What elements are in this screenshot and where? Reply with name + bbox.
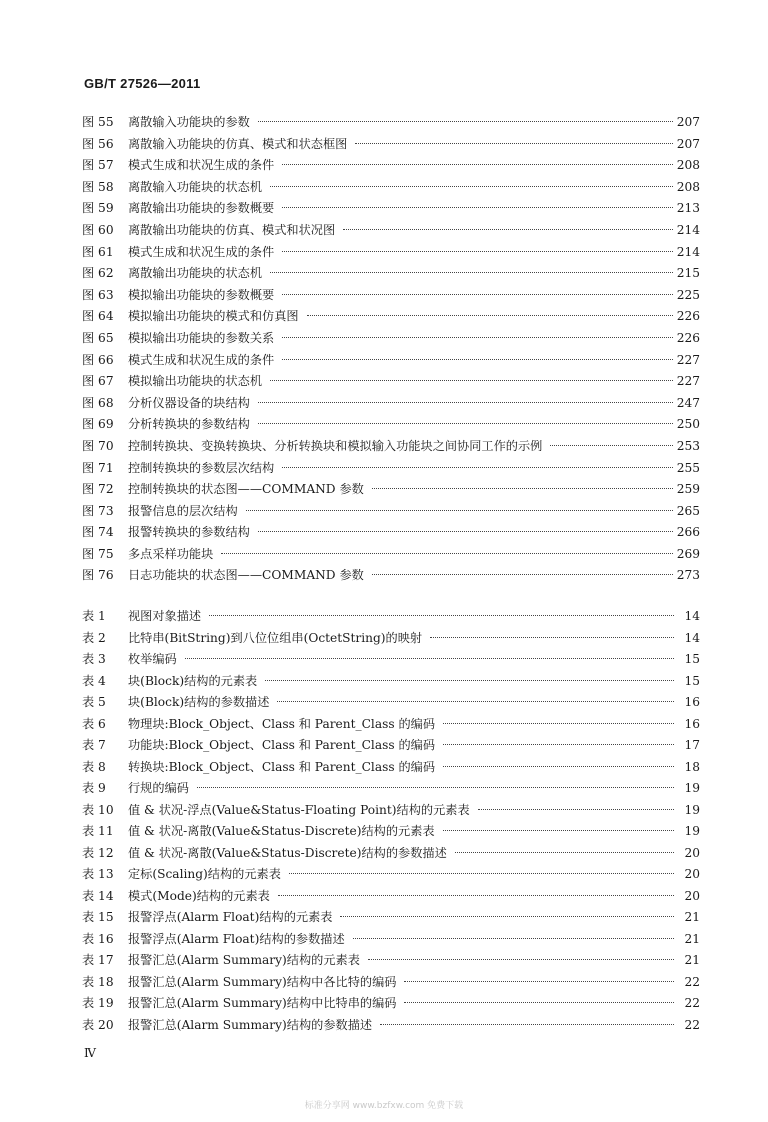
entry-page-number: 213 [676, 201, 700, 216]
figure-entry[interactable] [82, 177, 700, 199]
entry-page-number: 22 [684, 1017, 700, 1032]
entry-page-number: 16 [684, 716, 700, 731]
dot-leader [455, 852, 674, 853]
entry-label: 表 5 [82, 695, 106, 709]
entry-title: 模拟输出功能块的参数概要 [128, 287, 275, 302]
entry-page-number: 18 [684, 759, 700, 774]
entry-label: 表 15 [82, 910, 114, 924]
entry-label: 图 74 [82, 525, 114, 540]
entry-label: 图 63 [82, 287, 114, 302]
dot-leader [550, 445, 672, 446]
entry-page-number: 255 [676, 460, 700, 475]
entry-page-number: 225 [676, 287, 700, 302]
entry-title: 值 & 状况-浮点(Value&Status-Floating Point)结构的元素表 [128, 802, 470, 817]
entry-page-number: 19 [684, 802, 700, 817]
table-entry[interactable] [82, 821, 700, 843]
entry-title: 控制转换块的参数层次结构 [128, 460, 275, 475]
dot-leader [270, 380, 673, 381]
entry-page-number: 20 [684, 845, 700, 860]
dot-leader [246, 510, 673, 511]
table-entry[interactable] [82, 778, 700, 800]
entry-title: 报警信息的层次结构 [128, 503, 238, 518]
entry-title: 离散输入功能块的状态机 [128, 179, 263, 194]
list-of-figures [82, 112, 700, 587]
entry-title: 报警汇总(Alarm Summary)结构中各比特的编码 [128, 974, 397, 989]
figure-entry[interactable] [82, 350, 700, 372]
entry-title: 枚举编码 [128, 652, 177, 666]
entry-label: 图 72 [82, 482, 114, 497]
dot-leader [270, 272, 673, 273]
figure-entry[interactable] [82, 285, 700, 307]
entry-label: 表 7 [82, 738, 106, 752]
entry-title: 报警浮点(Alarm Float)结构的元素表 [128, 910, 333, 924]
entry-label: 图 55 [82, 115, 114, 129]
entry-title: 离散输入功能块的仿真、模式和状态框图 [128, 136, 348, 151]
entry-page-number: 21 [684, 953, 700, 967]
entry-label: 表 11 [82, 824, 114, 838]
entry-page-number: 269 [676, 546, 700, 561]
entry-label: 表 20 [82, 1017, 114, 1032]
entry-label: 图 68 [82, 395, 114, 410]
entry-page-number: 15 [684, 673, 700, 688]
entry-page-number: 247 [676, 395, 700, 410]
dot-leader [282, 294, 672, 295]
figure-entry[interactable] [82, 371, 700, 393]
entry-title: 块(Block)结构的参数描述 [128, 695, 270, 709]
watermark-text: 标准分享网 www.bzfxw.com 免费下载 [304, 1101, 464, 1111]
figure-entry[interactable] [82, 306, 700, 328]
dot-leader [270, 186, 673, 187]
table-entry[interactable] [82, 993, 700, 1015]
entry-page-number: 250 [676, 417, 700, 432]
entry-title: 分析仪器设备的块结构 [128, 395, 250, 410]
figure-entry[interactable] [82, 522, 700, 544]
table-entry[interactable] [82, 864, 700, 886]
table-entry[interactable] [82, 714, 700, 736]
dot-leader [258, 531, 673, 532]
entry-title: 定标(Scaling)结构的元素表 [128, 867, 281, 881]
entry-label: 图 61 [82, 244, 114, 259]
table-entry[interactable] [82, 972, 700, 994]
entry-title: 离散输出功能块的仿真、模式和状况图 [128, 222, 336, 237]
figure-entry[interactable] [82, 112, 700, 134]
entry-page-number: 15 [684, 652, 700, 666]
entry-page-number: 226 [676, 330, 700, 345]
entry-title: 值 & 状况-离散(Value&Status-Discrete)结构的元素表 [128, 824, 435, 838]
table-entry[interactable] [82, 907, 700, 929]
entry-page-number: 14 [684, 609, 700, 623]
table-entry[interactable] [82, 692, 700, 714]
entry-title: 报警转换块的参数结构 [128, 525, 250, 540]
figure-entry[interactable] [82, 479, 700, 501]
entry-title: 控制转换块、变换转换块、分析转换块和模拟输入功能块之间协同工作的示例 [128, 438, 543, 453]
entry-page-number: 208 [676, 158, 700, 173]
entry-label: 图 57 [82, 158, 114, 173]
entry-page-number: 253 [676, 438, 700, 453]
dot-leader [258, 121, 673, 122]
figure-entry[interactable] [82, 414, 700, 436]
dot-leader [478, 809, 674, 810]
table-entry[interactable] [82, 886, 700, 908]
figure-entry[interactable] [82, 544, 700, 566]
entry-page-number: 214 [676, 222, 700, 237]
entry-label: 表 13 [82, 867, 114, 881]
entry-title: 功能块:Block_Object、Class 和 Parent_Class 的编码 [128, 738, 436, 752]
figure-entry[interactable] [82, 393, 700, 415]
entry-page-number: 226 [676, 309, 700, 324]
entry-title: 物理块:Block_Object、Class 和 Parent_Class 的编码 [128, 716, 436, 731]
entry-page-number: 259 [676, 482, 700, 497]
entry-page-number: 207 [676, 115, 700, 129]
dot-leader [443, 830, 674, 831]
entry-page-number: 208 [676, 179, 700, 194]
figure-entry[interactable] [82, 220, 700, 242]
entry-page-number: 21 [684, 910, 700, 924]
entry-title: 转换块:Block_Object、Class 和 Parent_Class 的编码 [128, 759, 436, 774]
entry-label: 图 66 [82, 352, 114, 367]
entry-label: 表 6 [82, 716, 106, 731]
entry-title: 离散输出功能块的参数概要 [128, 201, 275, 216]
entry-label: 表 10 [82, 802, 114, 817]
table-entry[interactable] [82, 628, 700, 650]
figure-entry[interactable] [82, 242, 700, 264]
entry-label: 表 9 [82, 781, 106, 795]
figure-entry[interactable] [82, 155, 700, 177]
dot-leader [185, 658, 674, 659]
entry-page-number: 20 [684, 867, 700, 881]
entry-label: 图 60 [82, 222, 114, 237]
dot-leader [355, 143, 672, 144]
figure-entry[interactable] [82, 436, 700, 458]
entry-title: 模式(Mode)结构的元素表 [128, 888, 270, 903]
standard-code-header: GB/T 27526—2011 [84, 76, 201, 91]
entry-page-number: 266 [676, 525, 700, 540]
table-entry[interactable] [82, 757, 700, 779]
figure-entry[interactable] [82, 328, 700, 350]
entry-title: 值 & 状况-离散(Value&Status-Discrete)结构的参数描述 [128, 845, 447, 860]
entry-title: 多点采样功能块 [128, 546, 214, 561]
entry-page-number: 207 [676, 136, 700, 151]
page-number: Ⅳ [84, 1046, 96, 1060]
dot-leader [368, 959, 674, 960]
entry-page-number: 19 [684, 824, 700, 838]
entry-label: 表 4 [82, 673, 106, 688]
entry-label: 图 64 [82, 309, 114, 324]
entry-title: 报警浮点(Alarm Float)结构的参数描述 [128, 931, 345, 946]
dot-leader [404, 1002, 674, 1003]
entry-page-number: 273 [676, 568, 700, 583]
entry-page-number: 14 [684, 630, 700, 645]
entry-label: 表 12 [82, 845, 114, 860]
table-entry[interactable] [82, 1015, 700, 1037]
entry-page-number: 22 [684, 996, 700, 1010]
entry-title: 离散输入功能块的参数 [128, 115, 250, 129]
entry-label: 图 70 [82, 438, 114, 453]
entry-page-number: 20 [684, 888, 700, 903]
dot-leader [265, 680, 674, 681]
dot-leader [282, 467, 672, 468]
entry-title: 比特串(BitString)到八位位组串(OctetString)的映射 [128, 630, 423, 645]
entry-label: 图 59 [82, 201, 114, 216]
dot-leader [340, 916, 674, 917]
dot-leader [443, 744, 674, 745]
dot-leader [258, 423, 673, 424]
entry-title: 模式生成和状况生成的条件 [128, 244, 275, 259]
dot-leader [372, 574, 673, 575]
entry-label: 图 62 [82, 266, 114, 281]
figure-entry[interactable] [82, 501, 700, 523]
entry-label: 表 16 [82, 931, 114, 946]
entry-page-number: 17 [684, 738, 700, 752]
dot-leader [278, 895, 674, 896]
entry-label: 表 18 [82, 974, 114, 989]
dot-leader [353, 938, 674, 939]
figure-entry[interactable] [82, 263, 700, 285]
dot-leader [307, 315, 673, 316]
dot-leader [372, 488, 673, 489]
entry-page-number: 227 [676, 374, 700, 389]
dot-leader [221, 553, 672, 554]
entry-label: 表 3 [82, 652, 106, 666]
entry-label: 图 58 [82, 179, 114, 194]
table-entry[interactable] [82, 843, 700, 865]
dot-leader [197, 787, 674, 788]
dot-leader [282, 207, 672, 208]
dot-leader [289, 873, 674, 874]
entry-label: 图 73 [82, 503, 114, 518]
dot-leader [380, 1024, 674, 1025]
dot-leader [443, 723, 674, 724]
table-entry[interactable] [82, 735, 700, 757]
entry-label: 图 56 [82, 136, 114, 151]
figure-entry[interactable] [82, 198, 700, 220]
entry-title: 分析转换块的参数结构 [128, 417, 250, 432]
entry-title: 模式生成和状况生成的条件 [128, 158, 275, 173]
entry-label: 表 8 [82, 759, 106, 774]
entry-label: 表 2 [82, 630, 106, 645]
entry-page-number: 21 [684, 931, 700, 946]
entry-title: 报警汇总(Alarm Summary)结构的参数描述 [128, 1017, 373, 1032]
dot-leader [282, 251, 672, 252]
entry-title: 报警汇总(Alarm Summary)结构的元素表 [128, 953, 360, 967]
dot-leader [277, 701, 674, 702]
entry-page-number: 227 [676, 352, 700, 367]
dot-leader [282, 359, 672, 360]
table-entry[interactable] [82, 929, 700, 951]
entry-label: 图 69 [82, 417, 114, 432]
entry-title: 日志功能块的状态图——COMMAND 参数 [128, 568, 364, 583]
entry-title: 模拟输出功能块的参数关系 [128, 330, 275, 345]
entry-page-number: 215 [676, 266, 700, 281]
table-entry[interactable] [82, 671, 700, 693]
table-entry[interactable] [82, 606, 700, 628]
dot-leader [282, 164, 672, 165]
figure-entry[interactable] [82, 134, 700, 156]
figure-entry[interactable] [82, 565, 700, 587]
entry-title: 控制转换块的状态图——COMMAND 参数 [128, 482, 364, 497]
entry-title: 模拟输出功能块的模式和仿真图 [128, 309, 299, 324]
entry-page-number: 214 [676, 244, 700, 259]
entry-label: 图 75 [82, 546, 114, 561]
entry-page-number: 16 [684, 695, 700, 709]
entry-title: 块(Block)结构的元素表 [128, 673, 258, 688]
entry-title: 模式生成和状况生成的条件 [128, 352, 275, 367]
entry-label: 表 19 [82, 996, 114, 1010]
entry-title: 模拟输出功能块的状态机 [128, 374, 263, 389]
entry-label: 图 76 [82, 568, 114, 583]
entry-page-number: 265 [676, 503, 700, 518]
dot-leader [343, 229, 673, 230]
entry-label: 图 71 [82, 460, 114, 475]
entry-title: 离散输出功能块的状态机 [128, 266, 263, 281]
entry-label: 表 17 [82, 953, 114, 967]
entry-label: 表 14 [82, 888, 114, 903]
figure-entry[interactable] [82, 458, 700, 480]
entry-title: 报警汇总(Alarm Summary)结构中比特串的编码 [128, 996, 397, 1010]
list-of-tables [82, 606, 700, 1036]
dot-leader [209, 615, 674, 616]
dot-leader [258, 402, 673, 403]
table-entry[interactable] [82, 950, 700, 972]
dot-leader [404, 981, 674, 982]
entry-label: 图 67 [82, 374, 114, 389]
table-entry[interactable] [82, 800, 700, 822]
entry-title: 行规的编码 [128, 781, 189, 795]
entry-title: 视图对象描述 [128, 609, 202, 623]
dot-leader [282, 337, 672, 338]
table-entry[interactable] [82, 649, 700, 671]
entry-page-number: 19 [684, 781, 700, 795]
entry-page-number: 22 [684, 974, 700, 989]
entry-label: 表 1 [82, 609, 106, 623]
dot-leader [443, 766, 674, 767]
dot-leader [430, 637, 674, 638]
entry-label: 图 65 [82, 330, 114, 345]
